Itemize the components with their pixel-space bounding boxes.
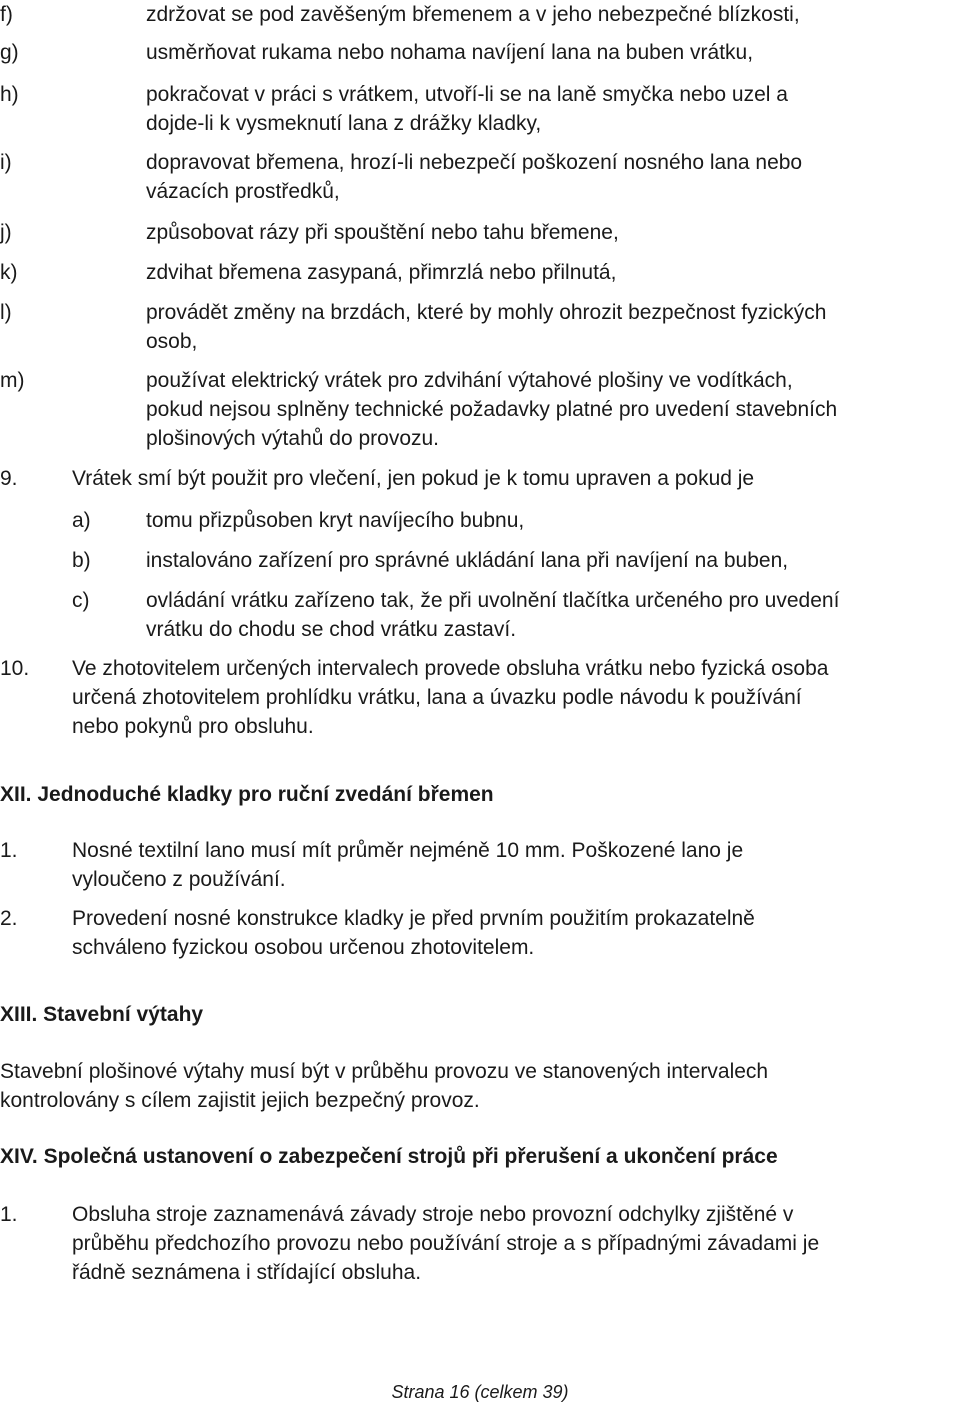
item-marker: l) bbox=[0, 301, 12, 324]
item-marker: m) bbox=[0, 369, 25, 392]
item-marker: 1. bbox=[0, 1203, 18, 1226]
item-text: instalováno zařízení pro správné ukládání lana při navíjení na buben, bbox=[146, 549, 789, 572]
item-text: dopravovat břemena, hrozí-li nebezpečí poškození nosného lana nebo vázacích prostředků, bbox=[146, 151, 803, 203]
item-text: tomu přizpůsoben kryt navíjecího bubnu, bbox=[146, 509, 525, 532]
item-marker: k) bbox=[0, 261, 18, 284]
item-text: způsobovat rázy při spouštění nebo tahu břemene, bbox=[146, 221, 619, 244]
item-text: provádět změny na brzdách, které by mohly ohrozit bezpečnost fyzických osob, bbox=[146, 301, 827, 353]
item-text: pokračovat v práci s vrátkem, utvoří-li se na laně smyčka nebo uzel a dojde-li k vysmeknutí lana z drážky kladky, bbox=[146, 83, 788, 135]
item-marker: 10. bbox=[0, 657, 30, 680]
item-text: používat elektrický vrátek pro zdvihání výtahové plošiny ve vodítkách, pokud nejsou splněny technické požadavky platné pro uvedení stavebních plošinových výtahů do provozu. bbox=[146, 369, 838, 450]
item-text: ovládání vrátku zařízeno tak, že při uvolnění tlačítka určeného pro uvedení vrátku do chodu se chod vrátku zastaví. bbox=[146, 589, 840, 641]
item-marker: h) bbox=[0, 83, 19, 106]
item-marker: a) bbox=[72, 509, 91, 532]
item-marker: g) bbox=[0, 41, 19, 64]
section-heading-xii: XII. Jednoduché kladky pro ruční zvedání břemen bbox=[0, 783, 494, 806]
item-marker: 1. bbox=[0, 839, 18, 862]
item-text: zdržovat se pod zavěšeným břemenem a v jeho nebezpečné blízkosti, bbox=[146, 3, 800, 26]
item-text: zdvihat břemena zasypaná, přimrzlá nebo přilnutá, bbox=[146, 261, 617, 284]
section-heading-xiii: XIII. Stavební výtahy bbox=[0, 1003, 204, 1026]
item-marker: f) bbox=[0, 3, 13, 26]
page-footer: Strana 16 (celkem 39) bbox=[391, 1382, 569, 1402]
item-marker: c) bbox=[72, 589, 90, 612]
item-text: Vrátek smí být použit pro vlečení, jen pokud je k tomu upraven a pokud je bbox=[72, 467, 755, 490]
item-text: usměrňovat rukama nebo nohama navíjení lana na buben vrátku, bbox=[146, 41, 754, 64]
item-text: Provedení nosné konstrukce kladky je před prvním použitím prokazatelně schváleno fyzickou osobou určenou zhotovitelem. bbox=[72, 907, 755, 959]
item-marker: b) bbox=[72, 549, 91, 572]
section-heading-xiv: XIV. Společná ustanovení o zabezpečení strojů při přerušení a ukončení práce bbox=[0, 1145, 778, 1168]
item-text: Obsluha stroje zaznamenává závady stroje nebo provozní odchylky zjištěné v průběhu předchozího provozu nebo používání stroje a s případnými závadami je řádně seznámena i střídající obsluha. bbox=[72, 1203, 820, 1284]
item-text: Nosné textilní lano musí mít průměr nejméně 10 mm. Poškozené lano je vyloučeno z používání. bbox=[72, 839, 744, 891]
item-marker: j) bbox=[0, 221, 12, 244]
item-text: Ve zhotovitelem určených intervalech provede obsluha vrátku nebo fyzická osoba určená zhotovitelem prohlídku vrátku, lana a úvazku podle návodu k používání nebo pokynů pro obsluhu. bbox=[72, 657, 829, 738]
item-marker: i) bbox=[0, 151, 12, 174]
item-marker: 2. bbox=[0, 907, 18, 930]
section-paragraph: Stavební plošinové výtahy musí být v průběhu provozu ve stanovených intervalech kontrolovány s cílem zajistit jejich bezpečný provoz. bbox=[0, 1060, 769, 1112]
item-marker: 9. bbox=[0, 467, 18, 490]
